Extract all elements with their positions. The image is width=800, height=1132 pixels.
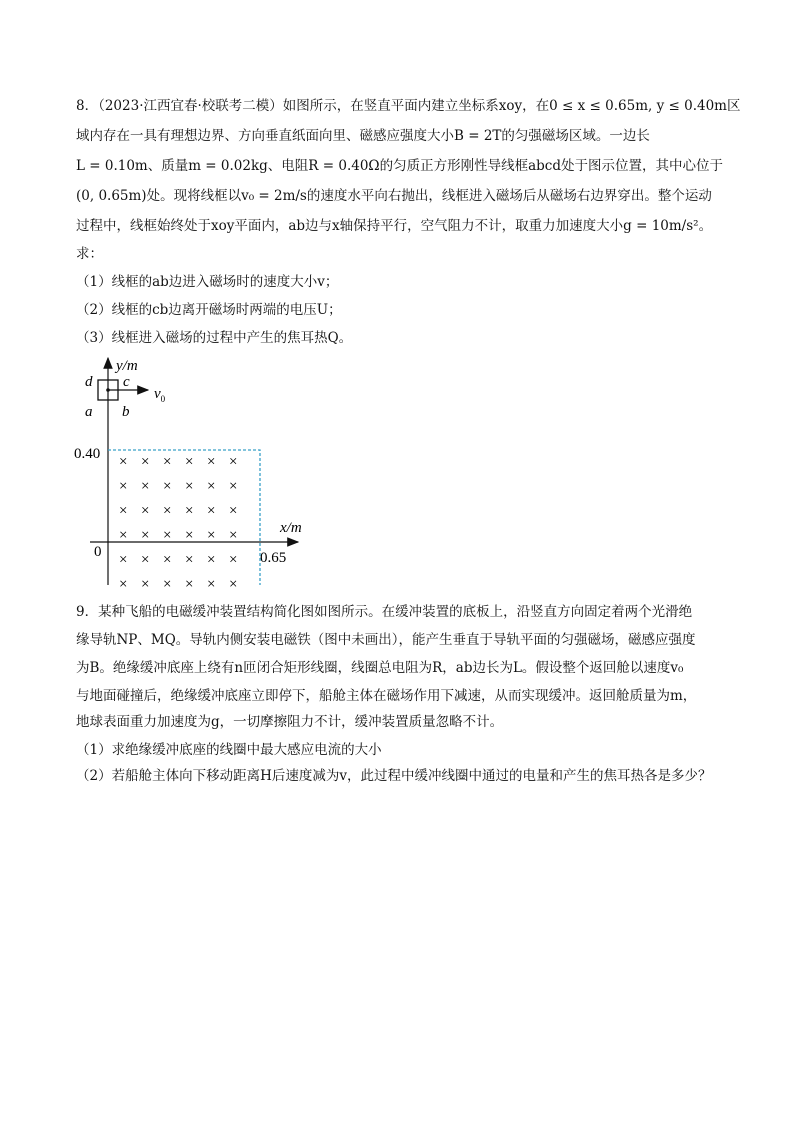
corner-d-label: d	[85, 374, 93, 390]
field-cross-mark: ×	[207, 503, 216, 519]
q9-line-2: 缘导轨NP、MQ。导轨内侧安装电磁铁（图中未画出），能产生垂直于导轨平面的匀强磁场，磁感应强度	[76, 632, 696, 648]
y-axis-label: y/m	[116, 358, 138, 374]
q9-line-5: 地球表面重力加速度为g，一切摩擦阻力不计，缓冲装置质量忽略不计。	[76, 714, 504, 730]
q8-line-3: L = 0.10m、质量m = 0.02kg、电阻R = 0.40Ω的匀质正方形刚性导线框abcd处于图示位置，其中心位于	[76, 158, 723, 174]
field-cross-mark: ×	[185, 527, 194, 544]
field-cross-mark: ×	[229, 527, 238, 544]
field-cross-mark: ×	[119, 478, 128, 495]
field-cross-mark: ×	[163, 552, 172, 568]
field-cross-mark: ×	[207, 527, 216, 544]
field-marks	[119, 454, 237, 590]
q8-figure	[70, 350, 330, 590]
velocity-label: $v_0$	[154, 386, 166, 404]
origin-label: 0	[94, 544, 102, 560]
q8-line-1: 8．（2023·江西宜春·校联考二模）如图所示，在竖直平面内建立坐标系xoy，在0 ≤ x ≤ 0.65m, y ≤ 0.40m区	[76, 98, 741, 114]
field-cross-mark: ×	[229, 454, 238, 470]
field-cross-mark: ×	[119, 503, 128, 519]
field-cross-mark: ×	[141, 503, 150, 519]
q9-part-2: （2）若船舱主体向下移动距离H后速度减为v，此过程中缓冲线圈中通过的电量和产生的焦耳热各是多少？	[76, 768, 712, 784]
q8-line-5: 过程中，线框始终处于xoy平面内，ab边与x轴保持平行，空气阻力不计，取重力加速度大小g = 10m/s²。	[76, 218, 713, 234]
corner-c-label: c	[123, 374, 130, 390]
field-cross-mark: ×	[207, 552, 216, 568]
field-cross-mark: ×	[229, 478, 238, 495]
q8-part-1: （1）线框的ab边进入磁场时的速度大小v；	[76, 274, 339, 290]
field-cross-mark: ×	[141, 454, 150, 470]
field-cross-mark: ×	[185, 478, 194, 495]
field-cross-mark: ×	[185, 503, 194, 519]
field-cross-mark: ×	[141, 478, 150, 495]
field-cross-mark: ×	[119, 552, 128, 568]
field-cross-mark: ×	[119, 454, 128, 470]
q8-line-4: (0, 0.65m)处。现将线框以v₀ = 2m/s的速度水平向右抛出，线框进入磁场后从磁场右边界穿出。整个运动	[76, 188, 712, 204]
field-cross-mark: ×	[207, 576, 216, 590]
field-cross-mark: ×	[229, 503, 238, 519]
field-cross-mark: ×	[119, 527, 128, 544]
field-cross-mark: ×	[185, 552, 194, 568]
field-cross-mark: ×	[141, 527, 150, 544]
q9-line-3: 为B。绝缘缓冲底座上绕有n匝闭合矩形线圈，线圈总电阻为R，ab边长为L。假设整个返回舱以速度v₀	[76, 660, 684, 676]
field-cross-mark: ×	[229, 552, 238, 568]
q9-line-1: 9．某种飞船的电磁缓冲装置结构简化图如图所示。在缓冲装置的底板上，沿竖直方向固定着两个光滑绝	[76, 604, 693, 620]
corner-b-label: b	[122, 404, 130, 420]
field-cross-mark: ×	[185, 454, 194, 470]
field-cross-mark: ×	[163, 576, 172, 590]
x-axis-label: x/m	[280, 520, 302, 536]
field-cross-mark: ×	[163, 478, 172, 495]
q8-part-2: （2）线框的cb边离开磁场时两端的电压U；	[76, 302, 342, 318]
field-cross-mark: ×	[119, 576, 128, 590]
x-tick-065: 0.65	[260, 550, 287, 566]
corner-a-label: a	[85, 404, 93, 420]
field-cross-mark: ×	[185, 576, 194, 590]
field-cross-mark: ×	[163, 503, 172, 519]
field-cross-mark: ×	[163, 527, 172, 544]
field-cross-mark: ×	[229, 576, 238, 590]
q8-part-3: （3）线框进入磁场的过程中产生的焦耳热Q。	[76, 330, 353, 346]
field-cross-mark: ×	[141, 552, 150, 568]
q9-part-1: （1）求绝缘缓冲底座的线圈中最大感应电流的大小	[76, 742, 382, 758]
y-tick-040: 0.40	[74, 446, 101, 462]
field-cross-mark: ×	[207, 478, 216, 495]
q8-line-6: 求：	[76, 246, 103, 262]
field-cross-mark: ×	[141, 576, 150, 590]
q8-line-2: 域内存在一具有理想边界、方向垂直纸面向里、磁感应强度大小B = 2T的匀强磁场区域。一边长	[76, 128, 650, 144]
q9-line-4: 与地面碰撞后，绝缘缓冲底座立即停下，船舱主体在磁场作用下减速，从而实现缓冲。返回舱质量为m，	[76, 688, 697, 704]
field-cross-mark: ×	[207, 454, 216, 470]
field-cross-mark: ×	[163, 454, 172, 470]
